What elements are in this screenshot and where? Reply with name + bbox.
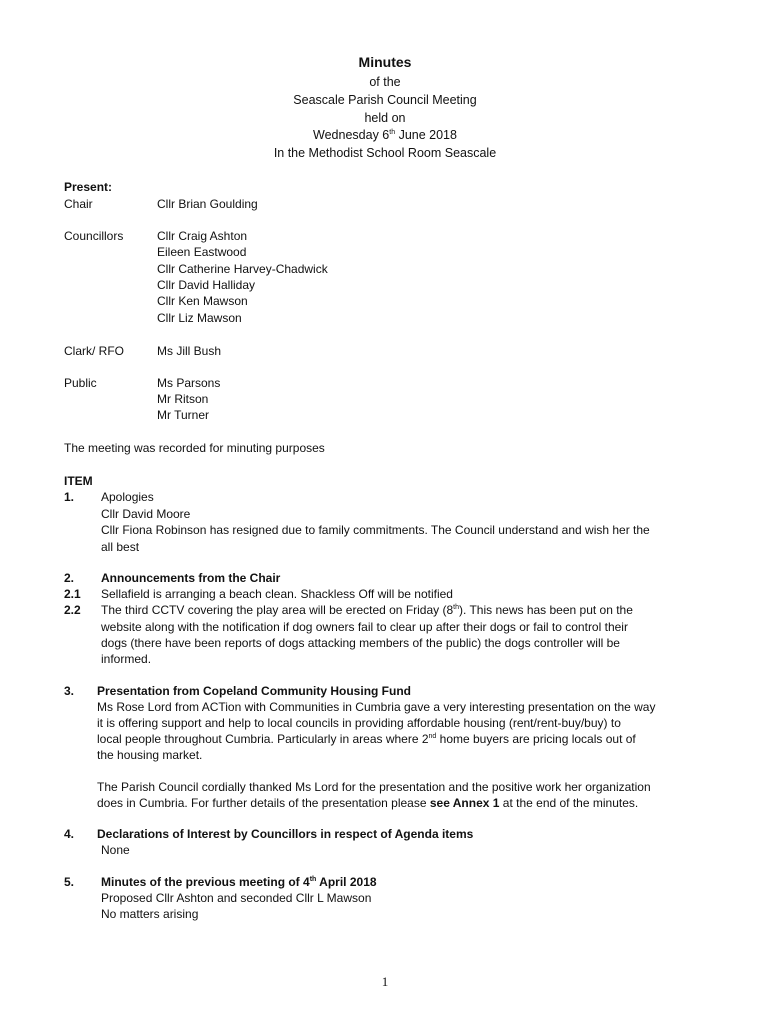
page-number: 1 [381, 974, 389, 989]
item-2-number: 2. [64, 571, 75, 585]
header-venue: In the Methodist School Room Seascale [273, 146, 497, 160]
header-line-of-the: of the [369, 75, 401, 89]
item-2-title: Announcements from the Chair [101, 571, 281, 585]
clerk-label: Clark/ RFO [64, 344, 124, 358]
chair-label: Chair [64, 197, 93, 211]
item-3-line: Ms Rose Lord from ACTion with Communities in Cumbria gave a very interesting presentation on the way [97, 700, 656, 714]
item-1-line: all best [101, 540, 140, 554]
item-1-line: Cllr David Moore [101, 507, 191, 521]
item-5-title: Minutes of the previous meeting of 4th April 2018 [101, 875, 377, 889]
item-3-title: Presentation from Copeland Community Housing Fund [97, 684, 412, 698]
item-2-1-number: 2.1 [64, 587, 81, 601]
public-label: Public [64, 376, 97, 390]
councillors-label: Councillors [64, 229, 124, 243]
item-5-number: 5. [64, 875, 75, 889]
item-3-line: the housing market. [97, 748, 203, 762]
councillor-name: Eileen Eastwood [157, 245, 247, 259]
item-1-title: Apologies [101, 490, 154, 504]
item-3-number: 3. [64, 684, 75, 698]
item-2-2-line: website along with the notification if dog owners fail to clear up after their dogs or fail to control their [101, 620, 628, 634]
item-5-line: No matters arising [101, 907, 199, 921]
header-date: Wednesday 6th June 2018 [313, 128, 457, 142]
councillor-name: Cllr Craig Ashton [157, 229, 248, 243]
item-2-1-text: Sellafield is arranging a beach clean. Shackless Off will be notified [101, 587, 453, 601]
header-council-name: Seascale Parish Council Meeting [293, 93, 477, 107]
recorded-note: The meeting was recorded for minuting purposes [64, 441, 325, 455]
present-heading: Present: [64, 180, 113, 194]
item-2-2-line: informed. [101, 652, 152, 666]
item-3-line: does in Cumbria. For further details of the presentation please see Annex 1 at the end of the minutes. [97, 796, 639, 810]
item-4-title: Declarations of Interest by Councillors in respect of Agenda items [97, 827, 474, 841]
annex-reference: see Annex 1 [429, 796, 500, 810]
public-attendee: Mr Turner [157, 408, 210, 422]
item-1-number: 1. [64, 490, 75, 504]
header-held-on: held on [364, 111, 406, 125]
item-3-line: The Parish Council cordially thanked Ms Lord for the presentation and the positive work her organization [97, 780, 651, 794]
clerk-name: Ms Jill Bush [157, 344, 222, 358]
item-3-line: it is offering support and help to local councils in providing affordable housing (rent/rent-buy/buy) to [97, 716, 621, 730]
items-heading: ITEM [64, 474, 93, 488]
item-2-2-number: 2.2 [64, 603, 81, 617]
councillor-name: Cllr Ken Mawson [157, 294, 248, 308]
councillor-name: Cllr Catherine Harvey-Chadwick [157, 262, 328, 276]
item-4-number: 4. [64, 827, 75, 841]
public-attendee: Mr Ritson [157, 392, 209, 406]
item-3-line: local people throughout Cumbria. Particularly in areas where 2nd home buyers are pricing locals out of [97, 732, 636, 746]
item-2-2-line: The third CCTV covering the play area will be erected on Friday (8th). This news has been put on the [101, 603, 633, 617]
item-4-line: None [101, 843, 130, 857]
page-title: Minutes [358, 54, 412, 70]
councillor-name: Cllr David Halliday [157, 278, 256, 292]
item-5-line: Proposed Cllr Ashton and seconded Cllr L Mawson [101, 891, 372, 905]
chair-name: Cllr Brian Goulding [157, 197, 258, 211]
item-2-2-line: dogs (there have been reports of dogs attacking members of the public) the dogs controller will be [101, 636, 620, 650]
councillor-name: Cllr Liz Mawson [157, 311, 242, 325]
public-attendee: Ms Parsons [157, 376, 221, 390]
item-1-line: Cllr Fiona Robinson has resigned due to family commitments. The Council understand and wish her the [101, 523, 650, 537]
